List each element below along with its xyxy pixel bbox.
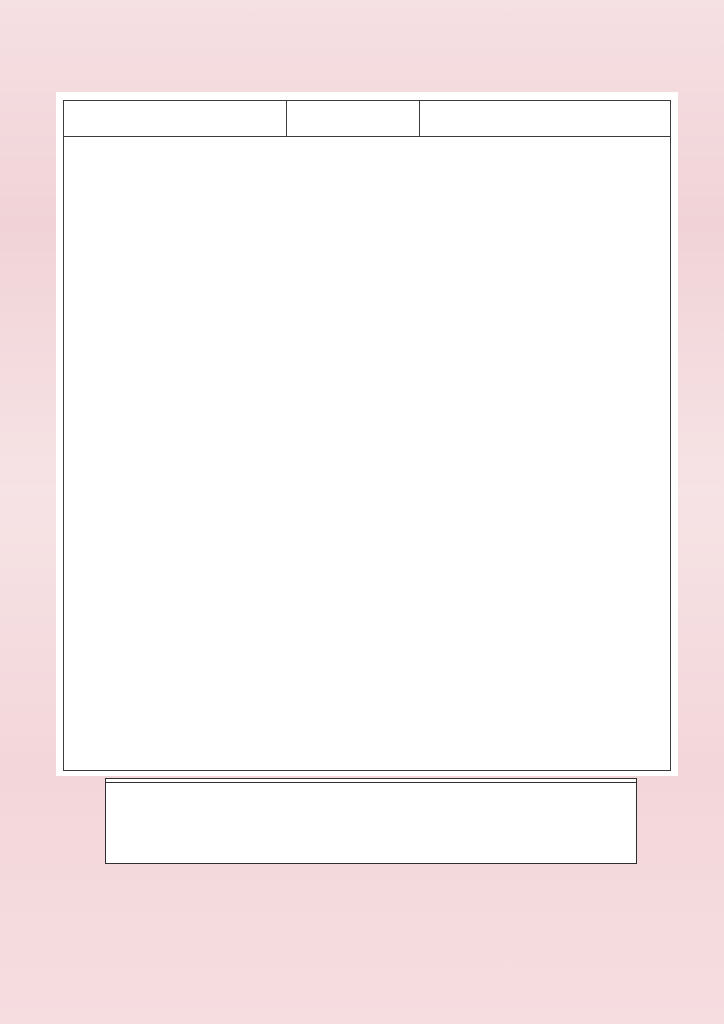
- allergens-box: [105, 778, 637, 864]
- menu-panel: [56, 92, 678, 776]
- table-header-row: [64, 101, 670, 137]
- column-header-lunch: [419, 101, 670, 136]
- column-header-second-breakfast: [286, 101, 419, 136]
- allergens-columns: [106, 783, 636, 863]
- column-header-breakfast: [64, 101, 286, 136]
- menu-table: [63, 100, 671, 771]
